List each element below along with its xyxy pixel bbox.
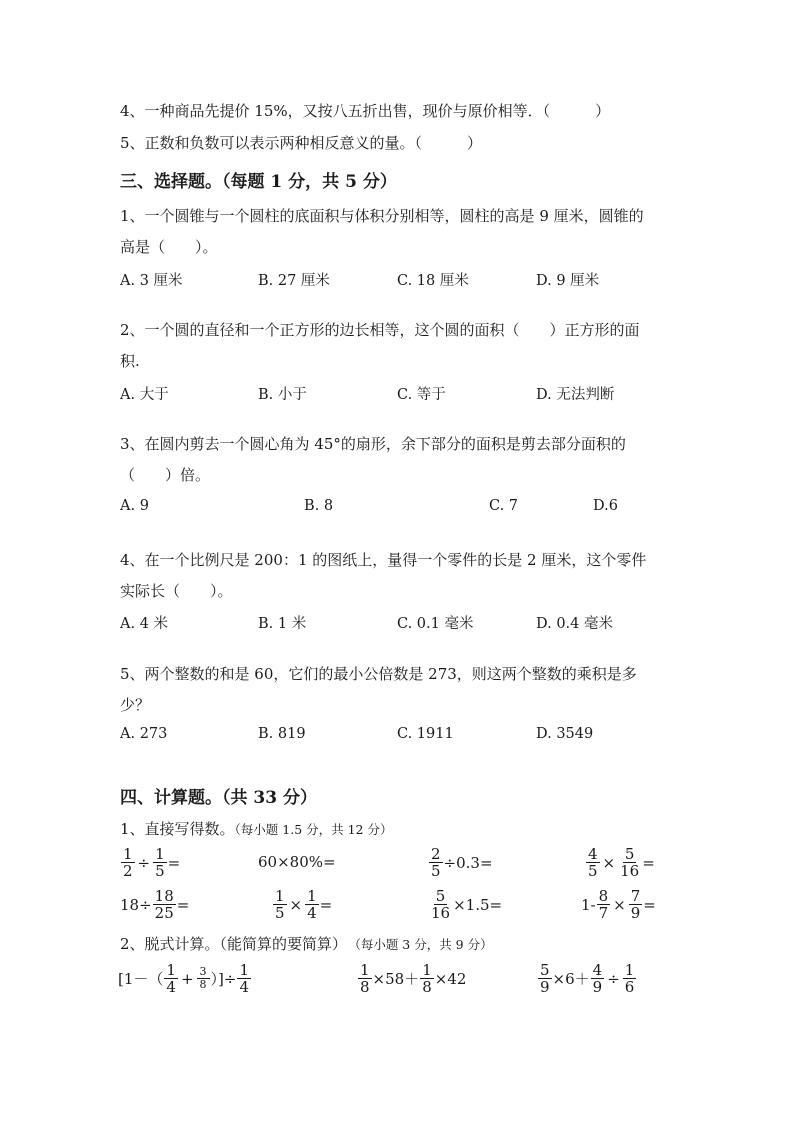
calc-expr-2: 60×80%= <box>258 853 336 871</box>
q3-5-option-a: A. 273 <box>120 726 168 742</box>
q3-4-option-b: B. 1 米 <box>258 616 307 632</box>
calc-expr-8: 1- $\frac{8}{7}$ × $\frac{7}{9}$ = <box>581 887 656 922</box>
calc-expr-7: $\frac{5}{16}$ ×1.5= <box>431 887 503 922</box>
q3-4-option-a: A. 4 米 <box>120 616 169 632</box>
calc-q2-heading <box>120 934 493 955</box>
q3-1-option-d: D. 9 厘米 <box>536 273 600 289</box>
q3-4-option-d: D. 0.4 毫米 <box>536 616 613 632</box>
fraction: $\frac{4}{5}$ <box>588 845 598 880</box>
q3-2-option-d: D. 无法判断 <box>536 387 615 403</box>
fraction: $\frac{1}{8}$ <box>422 961 432 996</box>
q3-5-option-b: B. 819 <box>258 726 306 742</box>
q3-3-option-a: A. 9 <box>120 498 149 514</box>
fraction: $\frac{4}{9}$ <box>592 961 603 996</box>
q3-3-line-1: 3、在圆内剪去一个圆心角为 45°的扇形，余下部分的面积是剪去部分面积的 <box>120 435 626 453</box>
fraction: $\frac{18}{25}$ <box>154 887 174 922</box>
q3-3-option-d: D.6 <box>593 498 618 514</box>
calc-q1-note: （每小题 1.5 分，共 12 分） <box>234 822 393 837</box>
calc-q1-title: 1、直接写得数。 <box>120 820 235 838</box>
fraction: $\frac{1}{5}$ <box>275 887 285 922</box>
q3-5-line-2: 少？ <box>120 696 151 714</box>
calc-expr-3: $\frac{2}{5}$ ÷0.3= <box>431 845 493 880</box>
q3-4-line-1: 4、在一个比例尺是 200：1 的图纸上，量得一个零件的长是 2 厘米，这个零件 <box>120 551 647 569</box>
q3-3-option-c: C. 7 <box>489 498 519 514</box>
q3-1-option-a: A. 3 厘米 <box>120 273 183 289</box>
fraction: $\frac{5}{16}$ <box>431 887 451 922</box>
calc-expr-5: 18÷ $\frac{18}{25}$ = <box>120 887 190 922</box>
calc-expr-1: $\frac{1}{2}$ ÷ $\frac{1}{5}$ = <box>123 845 181 880</box>
q3-3-option-b: B. 8 <box>304 498 334 514</box>
q3-5-line-1: 5、两个整数的和是 60，它们的最小公倍数是 273，则这两个整数的乘积是多 <box>120 665 637 683</box>
fraction: $\frac{7}{9}$ <box>630 887 641 922</box>
calc-q1-heading <box>120 819 392 840</box>
fraction: $\frac{1}{2}$ <box>123 845 133 880</box>
q3-3-line-2: （ ）倍。 <box>120 466 211 484</box>
q3-1-option-b: B. 27 厘米 <box>258 273 330 289</box>
q3-5-option-d: D. 3549 <box>536 726 594 742</box>
q3-2-option-a: A. 大于 <box>120 387 169 403</box>
fraction: $\frac{1}{4}$ <box>307 887 317 922</box>
fraction: $\frac{1}{4}$ <box>239 961 249 996</box>
judge-item-4: 4、一种商品先提价 15%，又按八五折出售，现价与原价相等．（ ） <box>120 102 611 120</box>
q3-2-line-2: 积. <box>120 352 140 370</box>
step-expr-3: $\frac{5}{9}$ ×6＋ $\frac{4}{9}$ ÷ $\frac{1}{6}$ <box>540 961 635 996</box>
fraction: $\frac{1}{4}$ <box>166 961 176 996</box>
fraction: $\frac{1}{6}$ <box>624 961 635 996</box>
q3-2-line-1: 2、一个圆的直径和一个正方形的边长相等，这个圆的面积（ ）正方形的面 <box>120 321 640 339</box>
q3-1-option-c: C. 18 厘米 <box>397 273 469 289</box>
q3-1-line-1: 1、一个圆锥与一个圆柱的底面积与体积分别相等，圆柱的高是 9 厘米，圆锥的 <box>120 207 644 225</box>
fraction: $\frac{2}{5}$ <box>431 845 441 880</box>
q3-2-option-c: C. 等于 <box>397 387 446 403</box>
calc-q2-title: 2、脱式计算。（能简算的要简算） <box>120 935 340 953</box>
q3-1-line-2: 高是（ ）。 <box>120 238 218 256</box>
step-expr-1: [1－（ $\frac{1}{4}$ + $\frac{3}{8}$ ）]÷ $\frac{1}{4}$ <box>118 961 249 996</box>
fraction: $\frac{3}{8}$ <box>197 966 210 991</box>
step-expr-2: $\frac{1}{8}$ ×58＋ $\frac{1}{8}$ ×42 <box>360 961 467 996</box>
calc-expr-4: $\frac{4}{5}$ × $\frac{5}{16}$ = <box>588 845 655 880</box>
fraction: $\frac{1}{8}$ <box>360 961 370 996</box>
q3-4-line-2: 实际长（ ）。 <box>120 582 233 600</box>
section-3-title: 三、选择题。（每题 1 分，共 5 分） <box>120 172 397 192</box>
calc-q2-note: （每小题 3 分，共 9 分） <box>354 937 493 952</box>
q3-2-option-b: B. 小于 <box>258 387 307 403</box>
q3-5-option-c: C. 1911 <box>397 726 454 742</box>
q3-4-option-c: C. 0.1 毫米 <box>397 616 474 632</box>
judge-item-5: 5、正数和负数可以表示两种相反意义的量。（ ） <box>120 134 483 152</box>
fraction: $\frac{5}{9}$ <box>540 961 550 996</box>
fraction: $\frac{1}{5}$ <box>155 845 165 880</box>
fraction: $\frac{5}{16}$ <box>620 845 640 880</box>
section-4-title: 四、计算题。（共 33 分） <box>120 788 317 808</box>
calc-expr-6: $\frac{1}{5}$ × $\frac{1}{4}$ = <box>275 887 333 922</box>
fraction: $\frac{8}{7}$ <box>598 887 609 922</box>
